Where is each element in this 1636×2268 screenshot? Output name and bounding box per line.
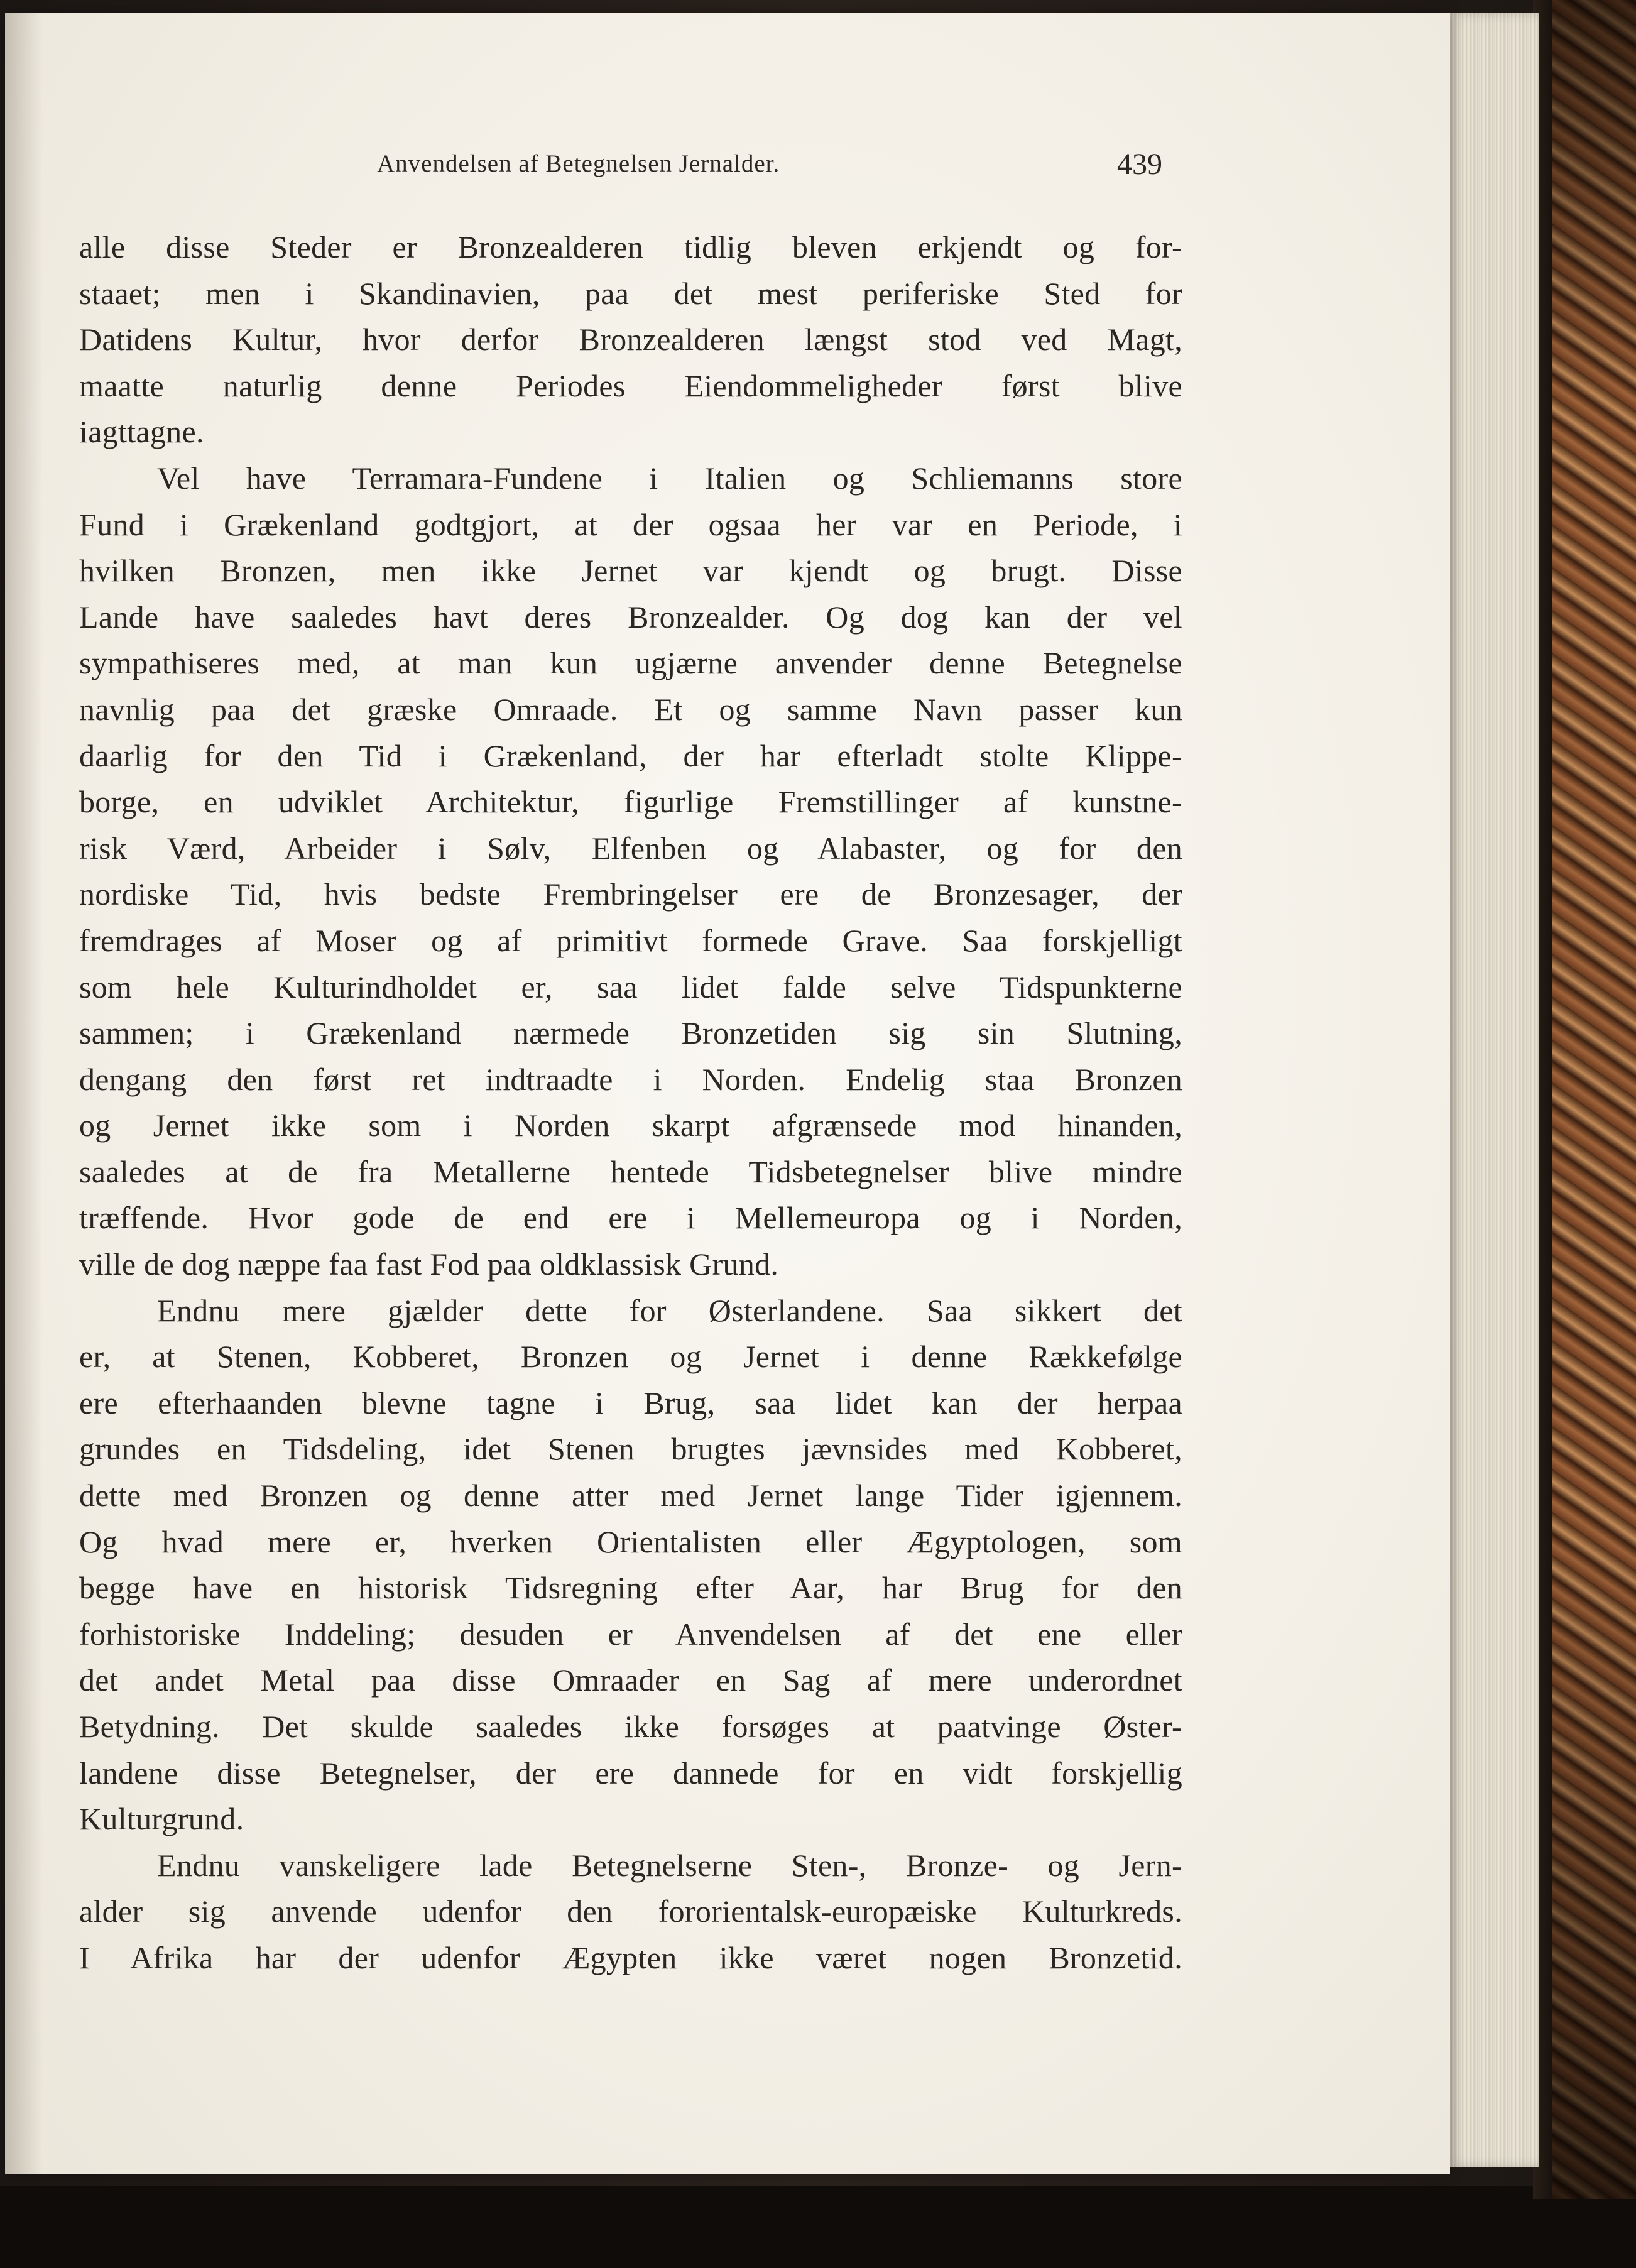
text-line: fremdrages af Moser og af primitivt formede Grave. Saa forskjelligt (79, 922, 1182, 958)
text-line: hvilken Bronzen, men ikke Jernet var kjendt og brugt. Disse (79, 553, 1182, 589)
text-line: og Jernet ikke som i Norden skarpt afgrænsede mod hinanden, (79, 1108, 1182, 1143)
text-line: ville de dog næppe faa fast Fod paa oldklassisk Grund. (79, 1246, 779, 1282)
text-line: er, at Stenen, Kobberet, Bronzen og Jernet i denne Rækkefølge (79, 1339, 1182, 1375)
text-line: Vel have Terramara-Fundene i Italien og Schliemanns store (157, 460, 1182, 496)
text-line: det andet Metal paa disse Omraader en Sag af mere underordnet (79, 1662, 1182, 1698)
text-line: forhistoriske Inddeling; desuden er Anvendelsen af det ene eller (79, 1616, 1182, 1652)
scan-bottom-band (0, 2186, 1636, 2268)
text-line: Betydning. Det skulde saaledes ikke forsøges at paatvinge Øster- (79, 1709, 1182, 1744)
page-stack-edge (1445, 13, 1539, 2167)
text-line: som hele Kulturindholdet er, saa lidet falde selve Tidspunkterne (79, 969, 1182, 1005)
text-line: Datidens Kultur, hvor derfor Bronzealderen længst stod ved Magt, (79, 322, 1182, 357)
text-line: borge, en udviklet Architektur, figurlige Fremstillinger af kunstne- (79, 784, 1182, 820)
text-line: staaet; men i Skandinavien, paa det mest periferiske Sted for (79, 275, 1182, 311)
text-line: begge have en historisk Tidsregning efter Aar, har Brug for den (79, 1570, 1182, 1606)
text-line: dette med Bronzen og denne atter med Jernet lange Tider igjennem. (79, 1478, 1182, 1513)
page-gutter-shadow (5, 13, 43, 2174)
text-line: ere efterhaanden blevne tagne i Brug, saa lidet kan der herpaa (79, 1385, 1182, 1420)
text-line: iagttagne. (79, 414, 204, 450)
text-line: dengang den først ret indtraadte i Norden. Endelig staa Bronzen (79, 1061, 1182, 1097)
text-line: maatte naturlig denne Periodes Eiendommeligheder først blive (79, 368, 1182, 403)
text-line: Endnu vanskeligere lade Betegnelserne Sten-, Bronze- og Jern- (157, 1847, 1182, 1883)
text-line: Endnu mere gjælder dette for Østerlandene. Saa sikkert det (157, 1292, 1182, 1328)
marbled-book-cover (1552, 0, 1636, 2199)
body-text (79, 224, 1182, 1982)
running-title: Anvendelsen af Betegnelsen Jernalder. (377, 150, 780, 177)
text-line: alder sig anvende udenfor den fororientalsk-europæiske Kulturkreds. (79, 1894, 1182, 1929)
text-line: sympathiseres med, at man kun ugjærne anvender denne Betegnelse (79, 645, 1182, 681)
text-line: I Afrika har der udenfor Ægypten ikke været nogen Bronzetid. (79, 1939, 1182, 1975)
text-line: alle disse Steder er Bronzealderen tidlig bleven erkjendt og for- (79, 229, 1182, 264)
page-number: 439 (1117, 148, 1162, 181)
text-line: sammen; i Grækenland nærmede Bronzetiden sig sin Slutning, (79, 1015, 1182, 1051)
text-line: træffende. Hvor gode de end ere i Mellemeuropa og i Norden, (79, 1200, 1182, 1236)
text-line: Lande have saaledes havt deres Bronzealder. Og dog kan der vel (79, 599, 1182, 635)
text-line: nordiske Tid, hvis bedste Frembringelser ere de Bronzesager, der (79, 876, 1182, 912)
text-line: Fund i Grækenland godtgjort, at der ogsaa her var en Periode, i (79, 506, 1182, 542)
text-line: Og hvad mere er, hverken Orientalisten eller Ægyptologen, som (79, 1524, 1182, 1559)
text-line: daarlig for den Tid i Grækenland, der har efterladt stolte Klippe- (79, 738, 1182, 773)
text-line: grundes en Tidsdeling, idet Stenen brugtes jævnsides med Kobberet, (79, 1431, 1182, 1467)
text-line: Kulturgrund. (79, 1801, 244, 1837)
text-line: risk Værd, Arbeider i Sølv, Elfenben og Alabaster, og for den (79, 830, 1182, 866)
text-line: landene disse Betegnelser, der ere dannede for en vidt forskjellig (79, 1755, 1182, 1791)
text-line: saaledes at de fra Metallerne hentede Tidsbetegnelser blive mindre (79, 1153, 1182, 1189)
text-line: navnlig paa det græske Omraade. Et og samme Navn passer kun (79, 691, 1182, 727)
